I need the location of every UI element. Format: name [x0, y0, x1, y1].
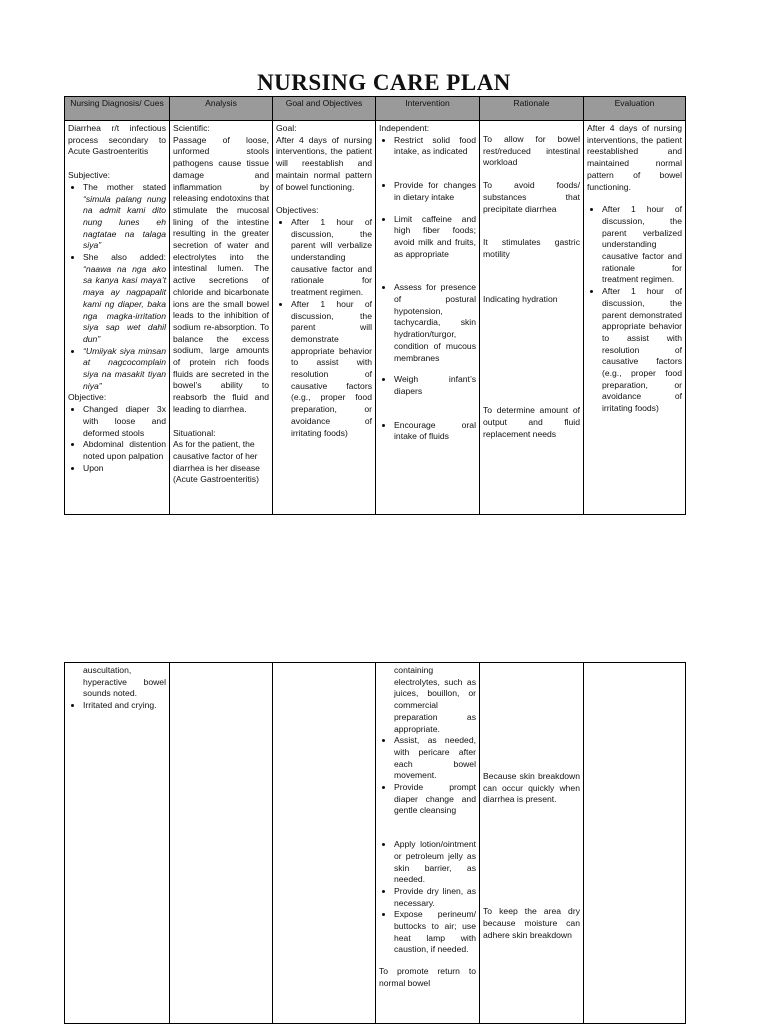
list-item: • Abdominal distention noted upon palpation	[83, 439, 166, 462]
care-plan-table-page1	[64, 96, 686, 515]
rationale-cell	[480, 121, 584, 515]
intervention-cell	[376, 121, 480, 515]
list-item: • Limit caffeine and high fiber foods; avoid milk and fruits, as appropriate	[394, 214, 476, 261]
list-item: • “Umiiyak siya minsan at nagcocomplain siya na masakit tiyan niya”	[83, 346, 166, 393]
situational-label: Situational:	[173, 427, 216, 438]
list-item: • After 1 hour of discussion, the parent verbalized understanding causative factor and rationale for treatment regimen.	[602, 204, 682, 286]
list-item: • Assess for presence of postural hypotension, tachycardia, skin hydration/turgor, condition of mucous membranes	[394, 282, 476, 364]
list-item: • Encourage oral intake of fluids	[394, 420, 476, 443]
independent-label: Independent:	[379, 123, 430, 133]
rationale-text: It stimulates gastric motility	[483, 237, 580, 259]
rationale-text: To avoid foods/ substances that precipitate diarrhea	[483, 180, 580, 214]
evaluation-cell-cont	[584, 663, 686, 1024]
analysis-cell-cont	[170, 663, 273, 1024]
intervention-tail: To promote return to normal bowel	[379, 966, 476, 988]
situational-text: As for the patient, the causative factor of her diarrhea is her disease (Acute Gastroenteritis)	[173, 439, 260, 485]
goals-cell-cont	[273, 663, 376, 1024]
list-item: • Changed diaper 3x with loose and deformed stools	[83, 404, 166, 439]
list-item: auscultation, hyperactive bowel sounds noted.	[83, 665, 166, 699]
list-item: • Restrict solid food intake, as indicated	[394, 135, 476, 158]
goal-label: Goal:	[276, 123, 297, 133]
list-item: • After 1 hour of discussion, the parent demonstrated appropriate behavior to assist with resolution of causative factors (e.g., proper food preparation, or avoidance of irritating foods)	[602, 286, 682, 415]
list-item: • Provide prompt diaper change and gentle cleansing	[394, 782, 476, 817]
rationale-cell-cont	[480, 663, 584, 1024]
list-item: containing electrolytes, such as juices, bouillon, or commercial preparation as appropriate.	[394, 665, 476, 734]
header-row	[65, 97, 686, 121]
list-item: • Weigh infant’s diapers	[394, 374, 476, 397]
list-item: • Assist, as needed, with pericare after each bowel movement.	[394, 735, 476, 782]
rationale-text: To determine amount of output and fluid replacement needs	[483, 405, 580, 439]
intervention-cell-cont	[376, 663, 480, 1024]
header-evaluation: Evaluation	[584, 97, 686, 121]
header-rationale: Rationale	[480, 97, 584, 121]
list-item: • The mother stated “simula palang nung na admit kami dito nung lunes eh nagtatae na talaga siya”	[83, 182, 166, 252]
header-goals: Goal and Objectives	[273, 97, 376, 121]
list-item: • Expose perineum/ buttocks to air; use heat lamp with caustion, if needed.	[394, 909, 476, 956]
diagnosis-cell	[65, 121, 170, 515]
goal-text: After 4 days of nursing interventions, the patient will reestablish and maintain normal pattern of bowel functioning.	[276, 134, 372, 192]
rationale-text: Indicating hydration	[483, 293, 558, 304]
diagnosis-cell-cont	[65, 663, 170, 1024]
list-item: • After 1 hour of discussion, the parent will demonstrate appropriate behavior to assist with resolution of causative factors (e.g., proper food preparation, or avoidance of irritating foods)	[291, 299, 372, 439]
objectives-label: Objectives:	[276, 205, 319, 216]
scientific-text: Passage of loose, unformed stools pathogens cause tissue damage and inflammation by releasing endotoxins that stimulate the mucosal lining of the intestine resulting in the greater secretion of water and electrolytes into the intestinal lumen. The active secretions of chloride and bicarbonate ions are the small bowel leads to the inhibition of sodium re-absorption. To balance the excess sodium, large amounts of protein rich foods fluids are secreted in the bowel’s ability to reabsorb the fluid and leading to diarrhea.	[173, 134, 269, 414]
scientific-label: Scientific:	[173, 123, 210, 133]
header-analysis: Analysis	[170, 97, 273, 121]
list-item: • After 1 hour of discussion, the parent will verbalize understanding causative factor and rationale for treatment regimen.	[291, 217, 372, 299]
header-intervention: Intervention	[376, 97, 480, 121]
care-plan-table-page2	[64, 662, 686, 1024]
list-item: • Apply lotion/ointment or petroleum jelly as skin barrier, as needed.	[394, 839, 476, 886]
evaluation-cell	[584, 121, 686, 515]
table-row	[65, 121, 686, 515]
list-item: • She also added: “naawa na nga ako sa kanya kasi maya’t maya ay nagpapalit kami ng diaper, baka nga magka-irritation siya sap wet dahil dun”	[83, 252, 166, 346]
page-title: NURSING CARE PLAN	[257, 70, 511, 95]
objective-label: Objective:	[68, 392, 107, 403]
evaluation-text: After 4 days of nursing interventions, the patient reestablished and maintained normal pattern of bowel functioning.	[587, 123, 682, 192]
subjective-label: Subjective:	[68, 170, 111, 181]
list-item: • Upon	[83, 463, 166, 475]
list-item: • Provide dry linen, as necessary.	[394, 886, 476, 909]
table-row	[65, 663, 686, 1024]
rationale-text: To keep the area dry because moisture can adhere skin breakdown	[483, 906, 580, 940]
goals-cell	[273, 121, 376, 515]
list-item: • Irritated and crying.	[83, 700, 166, 712]
rationale-text: Because skin breakdown can occur quickly when diarrhea is present.	[483, 771, 580, 805]
header-diagnosis: Nursing Diagnosis/ Cues	[65, 97, 170, 121]
analysis-cell	[170, 121, 273, 515]
diagnosis-text: Diarrhea r/t infectious process secondary to Acute Gastroenteritis	[68, 123, 166, 157]
rationale-text: To allow for bowel rest/reduced intestinal workload	[483, 134, 580, 168]
list-item: • Provide for changes in dietary intake	[394, 180, 476, 203]
